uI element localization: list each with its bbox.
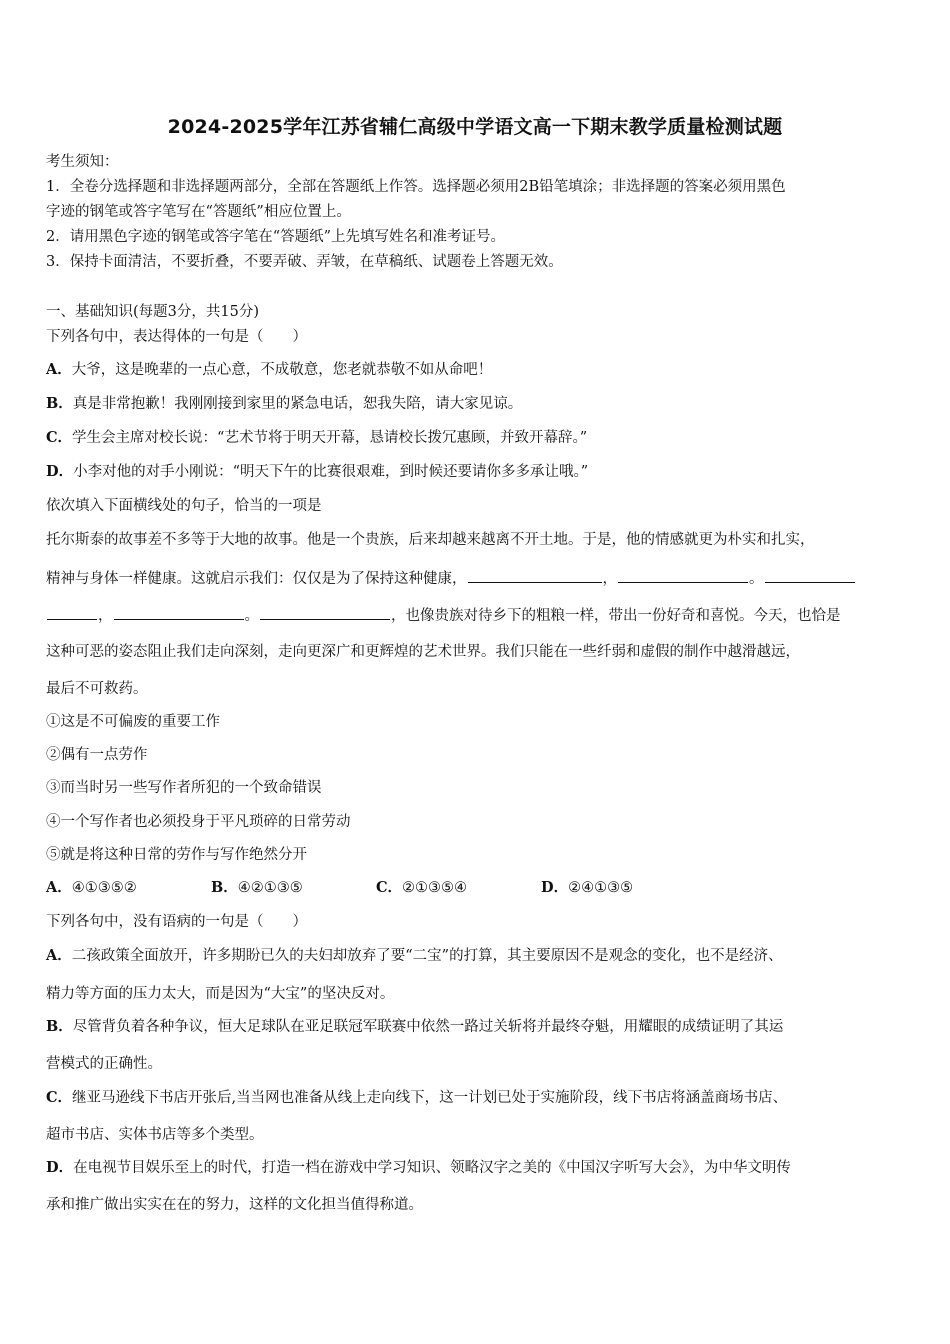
notice-item-3: 3．保持卡面清洁，不要折叠，不要弄破、弄皱，在草稿纸、试题卷上答题无效。 <box>46 254 563 270</box>
q2-passage-line-3 <box>46 604 841 626</box>
q2-option-c <box>376 878 467 898</box>
blank-separator: ， <box>602 571 617 587</box>
q2-passage-line-5: 最后不可救药。 <box>46 681 148 697</box>
q3-stem: 下列各句中，没有语病的一句是（ ） <box>46 914 307 930</box>
q1-option-d-text: 小李对他的对手小刚说：“明天下午的比赛很艰难，到时候还要请你多多承让哦。” <box>73 464 589 480</box>
q1-option-a-label: A． <box>46 361 72 378</box>
q2-sentence-4: ④一个写作者也必须投身于平凡琐碎的日常劳动 <box>46 814 351 830</box>
fill-blank <box>618 567 748 583</box>
q3-option-c-label: C． <box>46 1089 73 1106</box>
q3-option-b-line-1 <box>46 1017 783 1037</box>
q2-option-a <box>46 878 137 898</box>
q1-option-b <box>46 394 522 414</box>
q2-sentence-2: ②偶有一点劳作 <box>46 747 148 763</box>
q3-option-c-line-2: 超市书店、实体书店等多个类型。 <box>46 1127 264 1143</box>
q3-option-a-label: A． <box>46 947 72 964</box>
q2-option-c-label: C． <box>376 879 403 896</box>
q1-option-d-label: D． <box>46 463 74 480</box>
q2-option-d <box>541 878 633 898</box>
q3-option-b-text: 尽管背负着各种争议，恒大足球队在亚足联冠军联赛中依然一路过关斩将并最终夺魁，用耀眼的成绩证明了其运 <box>72 1019 784 1035</box>
q3-option-c-text: 继亚马逊线下书店开张后,当当网也准备从线上走向线下，这一计划已处于实施阶段，线下书店将涵盖商场书店、 <box>72 1090 788 1106</box>
q2-passage-line-2-text: 精神与身体一样健康。这就启示我们：仅仅是为了保持这种健康， <box>46 571 467 587</box>
fill-blank <box>47 604 97 620</box>
section-heading: 一、基础知识(每题3分，共15分) <box>46 304 259 320</box>
q1-option-a <box>46 360 492 380</box>
q2-sentence-3: ③而当时另一些写作者所犯的一个致命错误 <box>46 780 322 796</box>
fill-blank <box>114 604 244 620</box>
q2-stem: 依次填入下面横线处的句子，恰当的一项是 <box>46 498 322 514</box>
q2-option-a-label: A． <box>46 879 72 896</box>
q1-option-b-label: B． <box>46 395 73 412</box>
blank-separator: ， <box>98 608 113 624</box>
notice-item-1-line-1: 1．全卷分选择题和非选择题两部分，全部在答题纸上作答。选择题必须用2B铅笔填涂；非选择题的答案必须用黑色 <box>46 179 786 195</box>
q2-option-b-label: B． <box>211 879 238 896</box>
q2-option-a-text: ④①③⑤② <box>71 880 137 896</box>
q3-option-d-line-1 <box>46 1158 791 1178</box>
notice-item-2: 2．请用黑色字迹的钢笔或答字笔在“答题纸”上先填写姓名和准考证号。 <box>46 229 506 245</box>
q1-option-b-text: 真是非常抱歉！我刚刚接到家里的紧急电话，恕我失陪，请大家见谅。 <box>72 396 523 412</box>
q1-option-c-text: 学生会主席对校长说：“艺术节将于明天开幕，恳请校长拨冗惠顾，并致开幕辞。” <box>72 430 588 446</box>
q2-option-d-text: ②④①③⑤ <box>568 880 634 896</box>
q1-stem: 下列各句中，表达得体的一句是（ ） <box>46 329 307 345</box>
q3-option-a-line-1 <box>46 946 783 966</box>
blank-separator: 。 <box>244 608 259 624</box>
q2-option-b <box>211 878 303 898</box>
q1-option-d <box>46 462 588 482</box>
q3-option-d-line-2: 承和推广做出实实在在的努力，这样的文化担当值得称道。 <box>46 1197 423 1213</box>
q3-option-b-label: B． <box>46 1018 73 1035</box>
q2-option-c-text: ②①③⑤④ <box>402 880 468 896</box>
q2-option-b-text: ④②①③⑤ <box>237 880 303 896</box>
q2-passage-line-1: 托尔斯泰的故事差不多等于大地的故事。他是一个贵族，后来却越来越离不开土地。于是，他的情感就更为朴实和扎实， <box>46 532 815 548</box>
notice-heading: 考生须知： <box>46 154 119 170</box>
q1-option-c <box>46 428 587 448</box>
q2-passage-line-3-text: ，也像贵族对待乡下的粗粮一样，带出一份好奇和喜悦。今天，也恰是 <box>391 608 841 624</box>
blank-separator: 。 <box>749 571 764 587</box>
q3-option-c-line-1 <box>46 1088 787 1108</box>
q2-sentence-1: ①这是不可偏废的重要工作 <box>46 714 220 730</box>
q1-option-c-label: C． <box>46 429 73 446</box>
q2-passage-line-2 <box>46 567 856 589</box>
fill-blank <box>468 567 602 583</box>
exam-title: 2024-2025学年江苏省辅仁高级中学语文高一下期末教学质量检测试题 <box>167 116 783 138</box>
q2-passage-line-4: 这种可恶的姿态阻止我们走向深刻，走向更深广和更辉煌的艺术世界。我们只能在一些纤弱和虚假的制作中越滑越远， <box>46 644 800 660</box>
q3-option-b-line-2: 营模式的正确性。 <box>46 1056 162 1072</box>
q3-option-a-text: 二孩政策全面放开，许多期盼已久的夫妇却放弃了要“二宝”的打算，其主要原因不是观念的变化，也不是经济、 <box>71 948 783 964</box>
q3-option-d-text: 在电视节目娱乐至上的时代，打造一档在游戏中学习知识、领略汉字之美的《中国汉字听写大会》，为中华文明传 <box>73 1160 791 1176</box>
q2-sentence-5: ⑤就是将这种日常的劳作与写作绝然分开 <box>46 847 307 863</box>
q1-option-a-text: 大爷，这是晚辈的一点心意，不成敬意，您老就恭敬不如从命吧！ <box>71 362 493 378</box>
notice-item-1-line-2: 字迹的钢笔或答字笔写在“答题纸”相应位置上。 <box>46 204 351 220</box>
q3-option-d-label: D． <box>46 1159 74 1176</box>
q3-option-a-line-2: 精力等方面的压力太大，而是因为“大宝”的坚决反对。 <box>46 986 395 1002</box>
fill-blank <box>260 604 390 620</box>
fill-blank <box>765 567 855 583</box>
q2-option-d-label: D． <box>541 879 569 896</box>
